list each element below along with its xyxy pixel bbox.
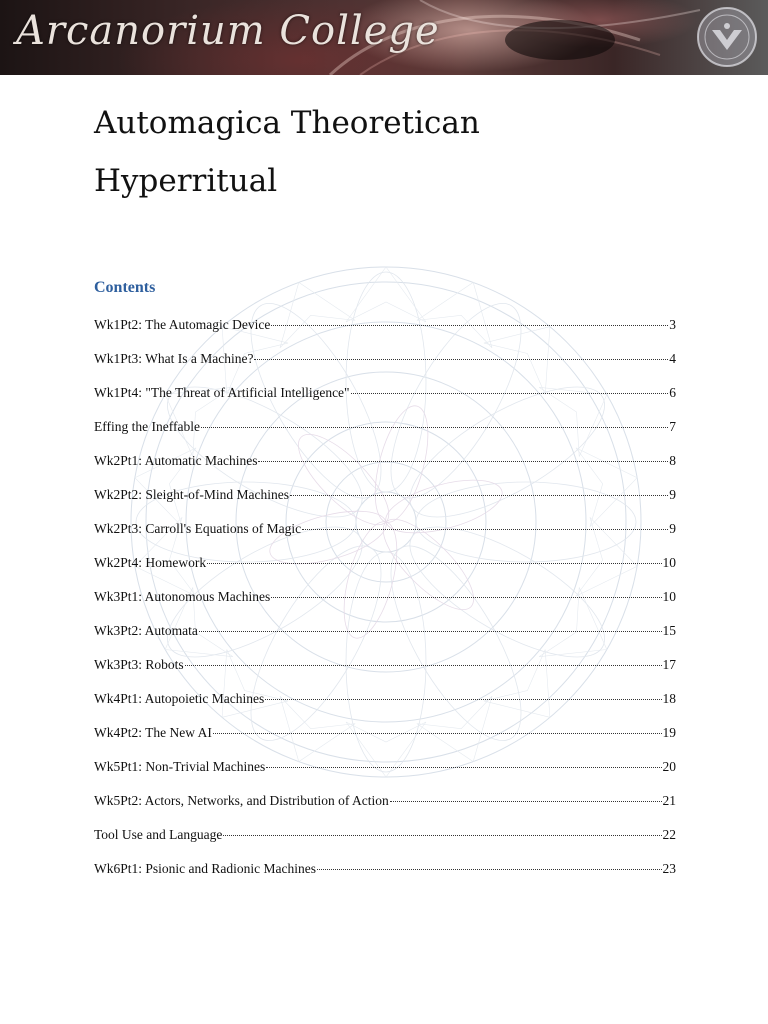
toc-entry-page-number[interactable]: 7 <box>669 419 676 434</box>
toc-entry-label[interactable]: Wk2Pt4: Homework <box>94 555 207 570</box>
toc-dot-leader <box>223 835 661 836</box>
toc-entry[interactable] <box>94 453 676 487</box>
toc-entry-page-number[interactable]: 21 <box>662 793 676 808</box>
toc-entry-label[interactable]: Wk3Pt3: Robots <box>94 657 184 672</box>
toc-dot-leader <box>258 461 668 462</box>
college-seal-icon <box>696 6 758 68</box>
toc-dot-leader <box>271 325 668 326</box>
toc-dot-leader <box>266 767 661 768</box>
toc-entry[interactable] <box>94 317 676 351</box>
toc-entry[interactable] <box>94 861 676 895</box>
toc-entry-label[interactable]: Wk5Pt2: Actors, Networks, and Distribution of Action <box>94 793 389 808</box>
toc-dot-leader <box>271 597 661 598</box>
toc-entry-label[interactable]: Wk6Pt1: Psionic and Radionic Machines <box>94 861 316 876</box>
contents-heading: Contents <box>94 279 156 296</box>
toc-dot-leader <box>185 665 662 666</box>
toc-entry-page-number[interactable]: 22 <box>662 827 676 842</box>
toc-dot-leader <box>290 495 668 496</box>
toc-entry-page-number[interactable]: 4 <box>669 351 676 366</box>
toc-entry-label[interactable]: Wk4Pt1: Autopoietic Machines <box>94 691 265 706</box>
toc-entry-label[interactable]: Effing the Ineffable <box>94 419 200 434</box>
toc-entry-page-number[interactable]: 17 <box>662 657 676 672</box>
toc-entry-page-number[interactable]: 23 <box>662 861 676 876</box>
toc-entry-page-number[interactable]: 9 <box>669 521 676 536</box>
toc-entry[interactable] <box>94 657 676 691</box>
document-title-line-2: Hyperritual <box>94 163 278 199</box>
toc-entry-label[interactable]: Wk3Pt1: Autonomous Machines <box>94 589 271 604</box>
toc-entry[interactable] <box>94 725 676 759</box>
toc-entry-label[interactable]: Wk3Pt2: Automata <box>94 623 198 638</box>
toc-dot-leader <box>199 631 662 632</box>
document-title <box>94 94 480 210</box>
toc-dot-leader <box>207 563 661 564</box>
document-title-line-1: Automagica Theoretican <box>94 105 480 141</box>
toc-entry-page-number[interactable]: 10 <box>662 589 676 604</box>
toc-entry-label[interactable]: Wk1Pt4: "The Threat of Artificial Intelligence" <box>94 385 350 400</box>
toc-entry[interactable] <box>94 351 676 385</box>
toc-entry[interactable] <box>94 793 676 827</box>
toc-entry-label[interactable]: Wk2Pt2: Sleight-of-Mind Machines <box>94 487 289 502</box>
toc-entry[interactable] <box>94 589 676 623</box>
toc-entry-page-number[interactable]: 3 <box>669 317 676 332</box>
toc-entry-page-number[interactable]: 20 <box>662 759 676 774</box>
toc-entry-page-number[interactable]: 18 <box>662 691 676 706</box>
toc-entry[interactable] <box>94 623 676 657</box>
toc-entry-label[interactable]: Wk2Pt1: Automatic Machines <box>94 453 258 468</box>
toc-entry[interactable] <box>94 555 676 589</box>
toc-entry-page-number[interactable]: 10 <box>662 555 676 570</box>
college-name: Arcanorium College <box>16 8 440 54</box>
toc-dot-leader <box>265 699 661 700</box>
toc-dot-leader <box>351 393 669 394</box>
toc-entry-label[interactable]: Wk1Pt2: The Automagic Device <box>94 317 271 332</box>
toc-entry[interactable] <box>94 521 676 555</box>
toc-dot-leader <box>317 869 662 870</box>
toc-entry-label[interactable]: Wk2Pt3: Carroll's Equations of Magic <box>94 521 302 536</box>
toc-entry[interactable] <box>94 419 676 453</box>
toc-dot-leader <box>201 427 668 428</box>
toc-dot-leader <box>213 733 662 734</box>
toc-entry-label[interactable]: Wk4Pt2: The New AI <box>94 725 212 740</box>
header-banner <box>0 0 768 75</box>
toc-entry-label[interactable]: Wk1Pt3: What Is a Machine? <box>94 351 254 366</box>
toc-entry[interactable] <box>94 691 676 725</box>
toc-entry-page-number[interactable]: 19 <box>662 725 676 740</box>
toc-dot-leader <box>302 529 668 530</box>
toc-entry-page-number[interactable]: 8 <box>669 453 676 468</box>
toc-dot-leader <box>254 359 668 360</box>
toc-entry-page-number[interactable]: 9 <box>669 487 676 502</box>
toc-entry-label[interactable]: Tool Use and Language <box>94 827 223 842</box>
toc-entry-label[interactable]: Wk5Pt1: Non-Trivial Machines <box>94 759 266 774</box>
toc-dot-leader <box>390 801 662 802</box>
toc-entry[interactable] <box>94 487 676 521</box>
toc-entry[interactable] <box>94 827 676 861</box>
table-of-contents <box>94 317 676 895</box>
toc-entry-page-number[interactable]: 6 <box>669 385 676 400</box>
toc-entry[interactable] <box>94 759 676 793</box>
toc-entry-page-number[interactable]: 15 <box>662 623 676 638</box>
toc-entry[interactable] <box>94 385 676 419</box>
